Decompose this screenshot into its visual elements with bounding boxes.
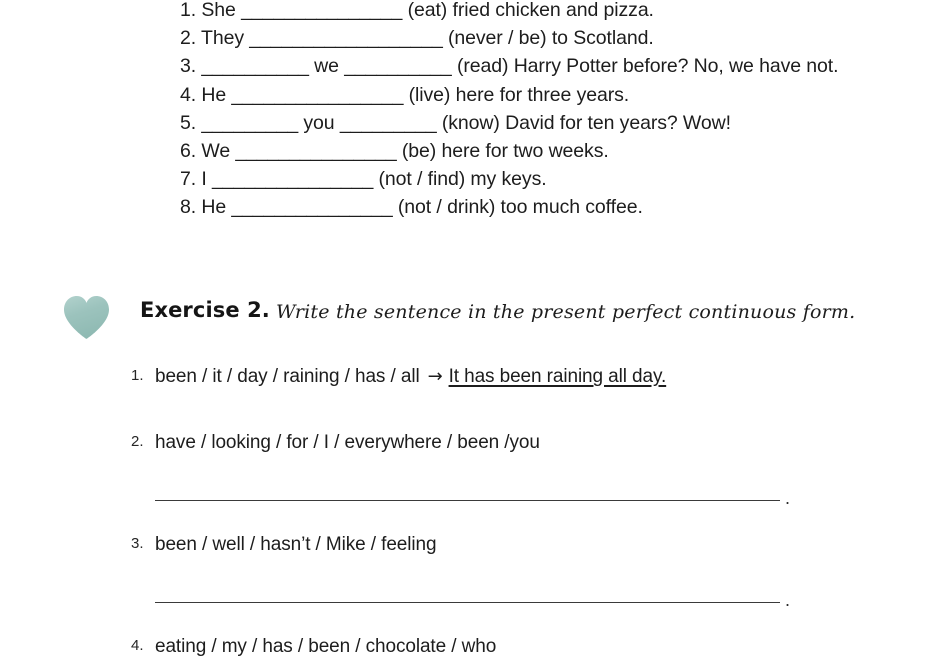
answer-line[interactable] [155,583,831,609]
answer-line-period: . [785,488,791,508]
answer-text[interactable]: It has been raining all day. [448,366,667,387]
list-item [131,365,831,389]
list-item [131,533,831,557]
spacer [131,557,831,583]
arrow-icon: → [427,366,443,387]
answer-rule [155,602,780,603]
list-item: 2. They __________________ (never / be) to Scotland. [180,27,654,50]
page-title: Exercise 2. [140,298,270,322]
scrambled-words-text: been / it / day / raining / has / all [155,366,420,387]
scrambled-words: been / well / hasn’t / Mike / feeling [155,534,437,555]
list-item-number: 1. [131,367,144,384]
spacer [131,455,831,481]
exercise-2-list [131,365,831,659]
answer-line[interactable] [155,481,831,507]
scrambled-words: have / looking / for / I / everywhere / been /you [155,432,540,453]
scrambled-words [155,365,831,389]
heart-icon [62,295,111,340]
spacer [131,609,831,635]
list-item: 8. He _______________ (not / drink) too much coffee. [180,196,643,219]
list-item-number: 2. [131,433,144,450]
list-item: 1. She _______________ (eat) fried chicken and pizza. [180,0,654,21]
list-item [131,635,831,659]
exercise-1-list [180,0,880,222]
answer-rule [155,500,780,501]
list-item-number: 3. [131,535,144,552]
exercise-2-instruction: Write the sentence in the present perfect continuous form. [276,301,856,323]
list-item: 5. _________ you _________ (know) David for ten years? Wow! [180,111,731,134]
list-item-number: 4. [131,637,144,654]
list-item: 4. He ________________ (live) here for three years. [180,83,630,106]
list-item: 3. __________ we __________ (read) Harry Potter before? No, we have not. [180,55,839,78]
answer-line-period: . [785,590,791,610]
list-item: 7. I _______________ (not / find) my keys. [180,168,547,191]
spacer [131,389,831,431]
spacer [131,507,831,533]
exercise-2-header [62,292,882,344]
list-item: 6. We _______________ (be) here for two weeks. [180,140,609,163]
list-item [131,431,831,455]
scrambled-words: eating / my / has / been / chocolate / who [155,636,497,657]
